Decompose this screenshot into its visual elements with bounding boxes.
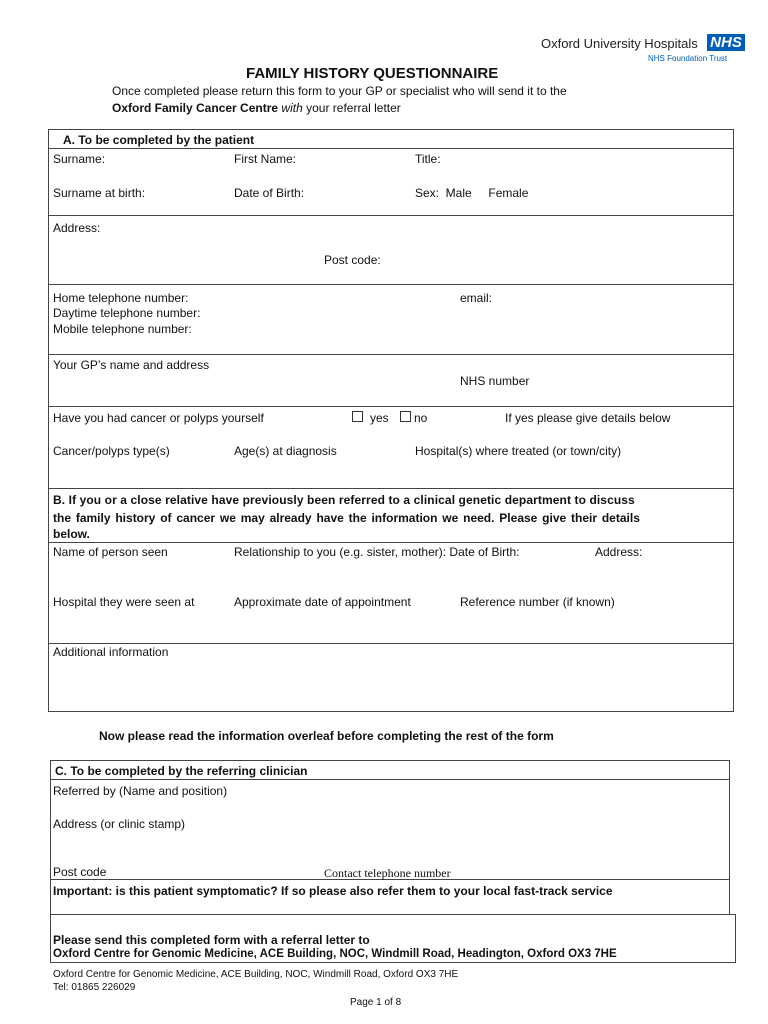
section-c-heading: C. To be completed by the referring clinician [55,764,308,778]
yes-checkbox[interactable] [352,411,363,422]
send-line-2: Oxford Centre for Genomic Medicine, ACE Building, NOC, Windmill Road, Headington, Oxford OX3 7HE [53,948,617,960]
intro-centre-name: Oxford Family Cancer Centre [112,101,279,115]
hospitals-label: Hospital(s) where treated (or town/city) [415,444,622,458]
ages-label: Age(s) at diagnosis [234,444,337,458]
yes-label: yes [370,411,389,425]
section-b-heading-2: the family history of cancer we may already have the information we need. Please give their details [53,511,640,525]
overleaf-note: Now please read the information overleaf before completing the rest of the form [99,729,554,743]
gp-label: Your GP’s name and address [53,358,210,372]
had-cancer-question: Have you had cancer or polyps yourself [53,411,264,425]
referred-by-label: Referred by (Name and position) [53,784,228,798]
org-name: Oxford University Hospitals [541,36,698,51]
section-a-heading: A. To be completed by the patient [63,133,255,147]
surname-label: Surname: [53,152,106,166]
address-label: Address: [53,221,101,235]
intro-line-1: Once completed please return this form to your GP or specialist who will send it to the [112,84,567,98]
c-post-code-label: Post code [53,865,107,879]
if-yes-label: If yes please give details below [505,411,671,425]
post-code-label: Post code: [324,253,381,267]
no-label: no [414,411,428,425]
intro-rest: your referral letter [306,101,401,115]
day-tel-label: Daytime telephone number: [53,306,201,320]
mobile-tel-label: Mobile telephone number: [53,322,192,336]
sex-label: Sex: Male Female [415,186,529,200]
page-number: Page 1 of 8 [350,997,402,1008]
page-title: FAMILY HISTORY QUESTIONNAIRE [246,65,499,82]
cancer-type-label: Cancer/polyps type(s) [53,444,170,458]
dob-label: Date of Birth: [234,186,305,200]
name-seen-label: Name of person seen [53,545,168,559]
footer-address: Oxford Centre for Genomic Medicine, ACE Building, NOC, Windmill Road, Oxford OX3 7HE [53,969,459,980]
send-line-1: Please send this completed form with a referral letter to [53,933,370,947]
intro-with: with [281,101,303,115]
nhs-number-label: NHS number [460,374,530,388]
c-address-label: Address (or clinic stamp) [53,817,186,831]
first-name-label: First Name: [234,152,297,166]
approx-date-label: Approximate date of appointment [234,595,411,609]
surname-at-birth-label: Surname at birth: [53,186,146,200]
b-address-label: Address: [595,545,643,559]
additional-info-label: Additional information [53,645,169,659]
relationship-label: Relationship to you (e.g. sister, mother): Date of Birth: [234,545,520,559]
section-b-heading-3: below. [53,527,90,541]
title-label: Title: [415,152,441,166]
footer-tel: Tel: 01865 226029 [53,982,136,993]
nhs-trust: NHS Foundation Trust [648,54,728,63]
important-note: Important: is this patient symptomatic? If so please also refer them to your local fast-track service [53,884,613,898]
reference-label: Reference number (if known) [460,595,615,609]
nhs-logo: NHS [707,34,745,51]
no-checkbox[interactable] [400,411,411,422]
intro-line-2 [112,101,401,115]
section-b-heading-1: B. If you or a close relative have previously been referred to a clinical genetic department to discuss [53,493,635,507]
email-label: email: [460,291,493,305]
contact-tel-label: Contact telephone number [324,866,451,880]
home-tel-label: Home telephone number: [53,291,189,305]
hospital-seen-label: Hospital they were seen at [53,595,195,609]
